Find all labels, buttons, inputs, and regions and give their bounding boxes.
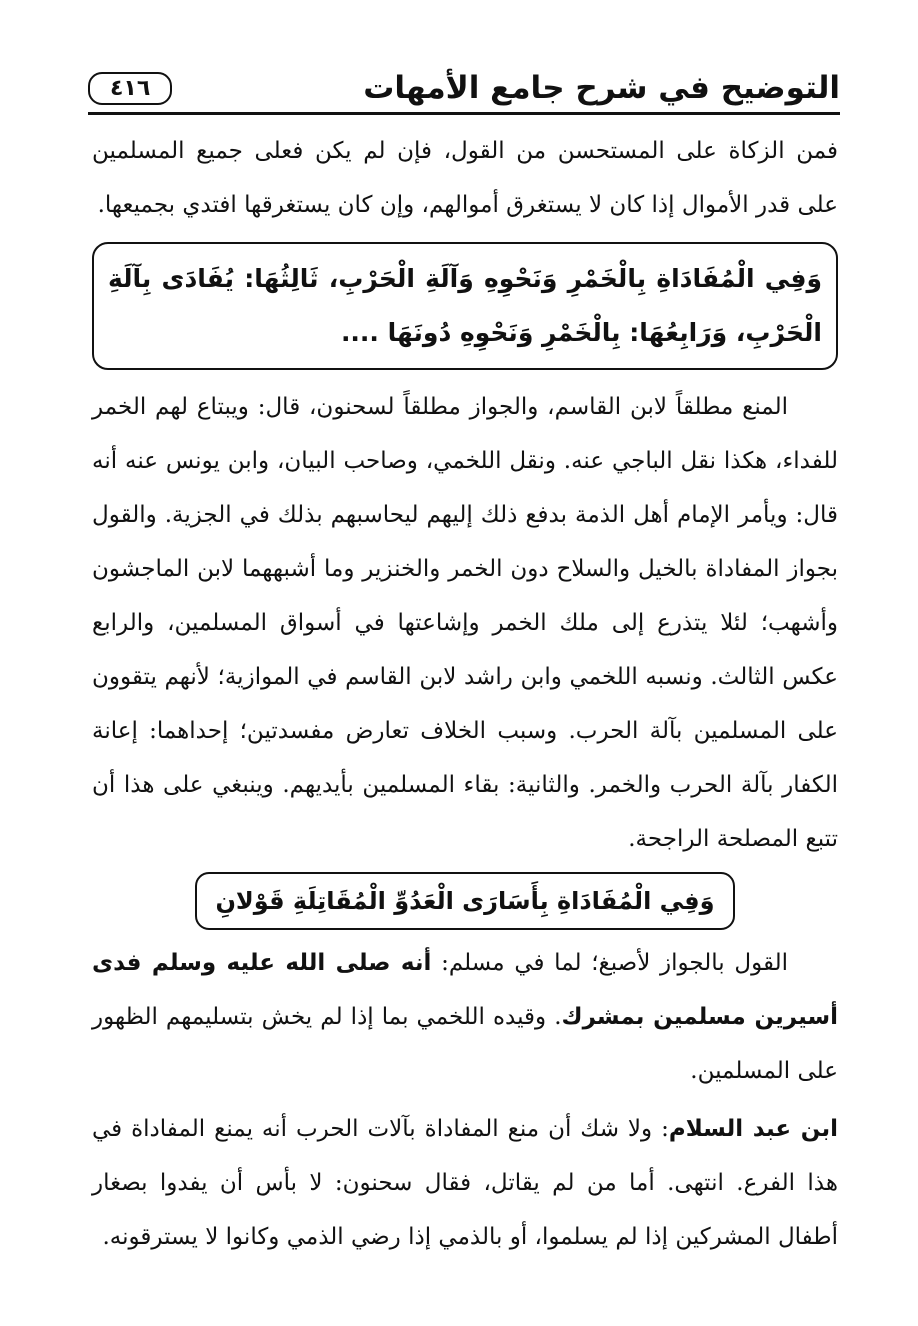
page-header (88, 58, 840, 118)
author-name: ابن عبد السلام (668, 1116, 838, 1142)
matn-box-2-wrapper (92, 872, 838, 930)
paragraph-1: فمن الزكاة على المستحسن من القول، فإن لم يكن فعلى جميع المسلمين على قدر الأموال إذا كان لا يستغرق أموالهم، وإن كان يستغرقها افتدي بجميعها. (92, 138, 838, 218)
paragraph-4-rest: : ولا شك أن منع المفاداة بآلات الحرب أنه يمنع المفاداة في هذا الفرع. انتهى. أما من لم يقاتل، فقال سحنون: لا بأس أن يفدوا بصغار أطفال المشركين إذا لم يسلموا، أو بالذمي إذا رضي الذمي وكانوا لا يسترقونه. (92, 1116, 838, 1250)
paragraph-3 (92, 936, 838, 1098)
paragraph-2: المنع مطلقاً لابن القاسم، والجواز مطلقاً لسحنون، قال: ويبتاع لهم الخمر للفداء، هكذا نقل الباجي عنه. ونقل اللخمي، وصاحب البيان، وابن يونس عنه أنه قال: ويأمر الإمام أهل الذمة بدفع ذلك إليهم ليحاسبهم بذلك في الجزية. والقول بجواز المفاداة بالخيل والسلاح دون الخمر والخنزير وما أشبههما لابن الماجشون وأشهب؛ لئلا يتذرع إلى ملك الخمر وإشاعتها في أسواق المسلمين، والرابع عكس الثالث. ونسبه اللخمي وابن راشد لابن القاسم في الموازية؛ لأنهم يتقوون على المسلمين بآلة الحرب. وسبب الخلاف تعارض مفسدتين؛ إحداهما: إعانة الكفار بآلة الحرب والخمر. والثانية: بقاء المسلمين بأيديهم. وينبغي على هذا أن تتبع المصلحة الراجحة. (92, 394, 838, 852)
matn-box-2: وَفِي الْمُفَادَاةِ بِأَسَارَى الْعَدُوِّ الْمُقَاتِلَةِ قَوْلانِ (195, 872, 734, 930)
paragraph-3-intro: القول بالجواز لأصبغ؛ لما في مسلم: (431, 950, 789, 976)
hadith-quote: أنه صلى الله عليه وسلم فدى أسيرين مسلمين بمشرك (92, 950, 838, 1030)
matn-box-1: وَفِي الْمُفَادَاةِ بِالْخَمْرِ وَنَحْوِهِ وَآلَةِ الْحَرْبِ، ثَالِثُهَا: يُفَادَى بِآلَةِ الْحَرْبِ، وَرَابِعُهَا: بِالْخَمْرِ وَنَحْوِهِ دُونَهَا .... (92, 242, 838, 370)
page-number: ٤١٦ (88, 72, 172, 105)
header-divider (88, 112, 840, 115)
running-title: التوضيح في شرح جامع الأمهات (363, 70, 840, 106)
paragraph-4 (92, 1102, 838, 1264)
page-body (92, 124, 838, 1264)
paragraph-3-rest: . وقيده اللخمي بما إذا لم يخش بتسليمهم الظهور على المسلمين. (92, 1004, 838, 1084)
